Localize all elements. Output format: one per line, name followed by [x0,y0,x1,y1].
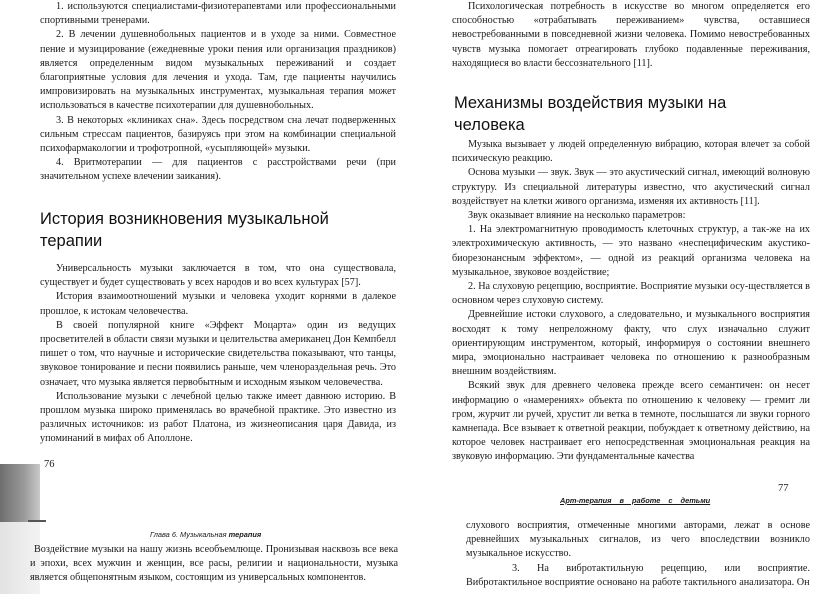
paragraph: Воздействие музыки на нашу жизнь всеобъемлюще. Пронизывая насквозь все века и эпохи, всех мужчин и женщин, все расы, религии и национальности, музыка является общепонятным языком, состоящим из универсальных компонентов. [30,544,398,584]
paragraph: слухового восприятия, отмеченные многими авторами, лежат в основе древнейших музыкальных сигналов, из чего впоследствии возникло музыкальное искусство. [466,520,810,560]
paragraph: История взаимоотношений музыки и человека уходит корнями в далекое прошлое, к истокам человечества. [40,291,396,317]
paragraph: Основа музыки — звук. Звук — это акустический сигнал, имеющий волновую структуру. Из специальной литературы известно, что акустический сигнал воздействует на клетки живого организма, изменяя их активность [11]. [452,167,810,207]
paragraph: Музыка вызывает у людей определенную вибрацию, которая влечет за собой психическую реакцию. [452,139,810,165]
divider [28,520,46,522]
list-item: 3. На вибротактильную рецепцию, или восприятие. Вибротактильное восприятие основано на работе тактильного анализатора. Он [466,562,810,588]
list-item: 1. На электромагнитную проводимость клеточных структур, а так-же на их электрохимическую активность, — это названо «неспецифическим акустико-биорезонансным эффектом», — одной из реакций организма человека на музыкальное, звуковое воздействие; [452,224,810,278]
list-item: 2. В лечении душевнобольных пациентов и в уходе за ними. Совместное пение и музицирование (ежедневные уроки пения или организация праздников) является определенным видом музыкальных переживаний и создает благоприятные условия для лечения и ухода. Там, где пациенты научились импровизировать на музыкальных инструментах, музыкальная терапия может использоваться в качестве психотерапии для душевнобольных. [40,29,396,112]
paragraph: Универсальность музыки заключается в том, что она существовала, существует и будет существовать у всех народов и во всех культурах [57]. [40,263,396,289]
continued-body [466,519,810,590]
paragraph: В своей популярной книге «Эффект Моцарта» один из ведущих просветителей в области связи музыки и целительства американец Дон Кемпбелл пишет о том, что научные и исторические свидетельства показывают, что танцы, звуковое тонирование и песни появились раньше, чем членораздельная речь. Это означает, что музыка является первобытным и исходным языком человечества. [40,319,396,388]
section-heading-mechanisms: Механизмы воздействия музыки на человека [454,94,727,134]
mechanisms-body [452,138,810,465]
list-item: 1. используются специалистами-физиотерапевтами или профессиональными спортивными тренерами. [40,1,396,27]
right-page [408,0,816,594]
book-running-head: Арт-терапия в работе с детьми [560,496,711,505]
history-body [40,262,396,447]
page-number-right: 77 [778,483,789,494]
section-heading-history: История возникновения музыкальной терапии [40,210,329,250]
page-number-left: 76 [44,459,55,470]
page-edge-shadow [0,464,40,522]
paragraph: Звук оказывает влияние на несколько параметров: [468,210,686,222]
paragraph: Древнейшие истоки слухового, а следовательно, и музыкального восприятия восходят к тому непреложному факту, что слух изначально служит ориентирующим инструментом, который, информируя о состоянии внешнего мира, эмоционально настраивает человека по отношению к разнообразным внешним воздействиям. [452,309,810,378]
paragraph: Всякий звук для древнего человека прежде всего семантичен: он несет информацию о «намерениях» объекта по отношению к человеку — гремит ли гром, журчит ли ручей, хрустит ли ветка в темноте, послышатся ли звуки горного камнепада. Все взывает к ответной реакции, побуждает к ответному действию, на которое человек настраивает его непосредственная эмоциональная реакция на звуковую информацию. Эти фундаментальные качества [452,380,810,463]
list-item: 3. В некоторых «клиниках сна». Здесь посредством сна лечат подверженных сильным стрессам пациентов, базируясь при этом на комбинации специальной психофармакологии и трофотропной, «усыпляющей» музыки. [40,114,396,155]
chapter-running-head: Глава 6. Музыкальная терапия [150,530,262,539]
paragraph: Психологическая потребность в искусстве во многом определяется его способностью «отрабатывать переживанием» чувства, оставшиеся невостребованными в повседневной жизни человека. Помимо невостребованных чувств музыка помогает отреагировать глубоко подавленные переживания, находящиеся во власти бессознательного [11]. [452,1,810,69]
list-item: 2. На слуховую рецепцию, восприятие. Восприятие музыки осу-ществляется в основном через слуховую систему. [452,281,810,307]
numbered-list-top [40,0,396,185]
list-item: 4. Вритмотерапии — для пациентов с расстройствами речи (при значительном успехе влечении заикания). [40,157,396,183]
paragraph: Использование музыки с лечебной целью также имеет давнюю историю. В прошлом музыка широко применялась во врачебной практике. Это известно из различных источников: из работ Платона, из жизнеописания царя Давида, из упоминаний в мифах об Аполлоне. [40,390,396,445]
